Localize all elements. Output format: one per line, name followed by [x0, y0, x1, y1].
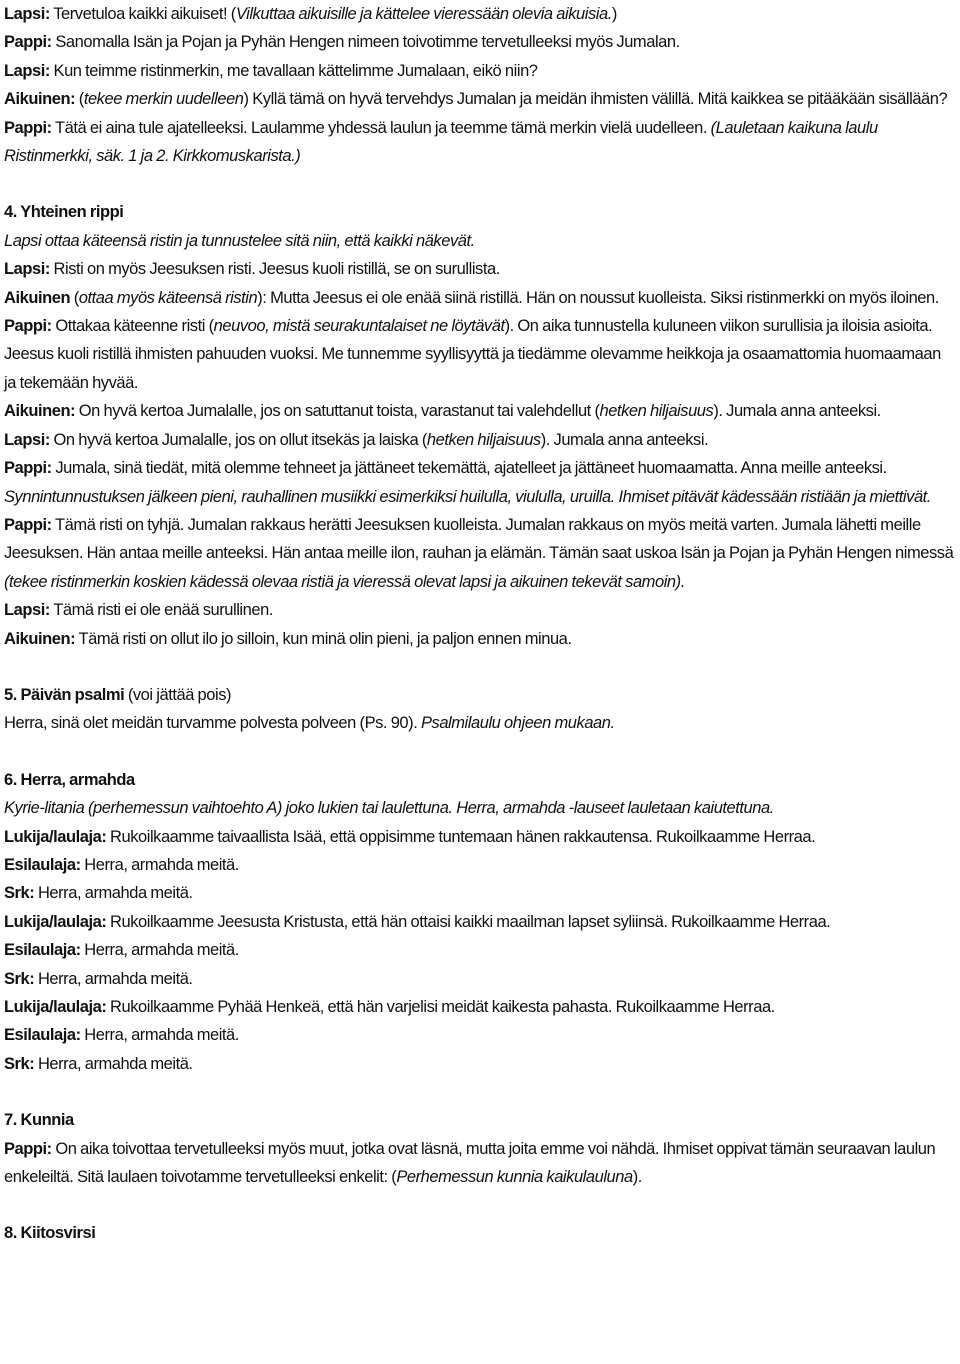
bold-text: 6. Herra, armahda	[4, 770, 135, 789]
paragraph-gap	[4, 738, 956, 766]
bold-text: Lapsi:	[4, 601, 50, 620]
text-run: Herra, sinä olet meidän turvamme polvesta polveen (Ps. 90).	[4, 714, 421, 733]
bold-text: Lapsi:	[4, 5, 50, 23]
paragraph	[4, 426, 956, 454]
bold-text: Lapsi:	[4, 260, 50, 279]
bold-text: 7. Kunnia	[4, 1111, 74, 1130]
paragraph	[4, 1106, 956, 1134]
text-run: ). Jumala anna anteeksi.	[713, 402, 881, 421]
bold-text: Pappi:	[4, 118, 52, 137]
text-run: Herra, armahda meitä.	[80, 941, 239, 960]
text-run: Herra, armahda meitä.	[80, 1026, 239, 1045]
paragraph-gap	[4, 1191, 956, 1219]
bold-text: Esilaulaja:	[4, 1026, 81, 1045]
paragraph	[4, 255, 956, 283]
paragraph	[4, 284, 956, 312]
text-run: Herra, armahda meitä.	[34, 884, 193, 903]
italic-text: Kyrie-litania (perhemessun vaihtoehto A) joko lukien tai laulettuna. Herra, armahda -lauseet lauletaan kaiutettuna.	[4, 799, 774, 818]
bold-text: Pappi:	[4, 459, 52, 478]
paragraph	[4, 794, 956, 822]
bold-text: Pappi:	[4, 33, 52, 52]
text-run: Tämä risti on ollut ilo jo silloin, kun minä olin pieni, ja paljon ennen minua.	[75, 629, 572, 648]
text-run: ) Kyllä tämä on hyvä tervehdys Jumalan ja meidän ihmisten välillä. Mitä kaikkea se pitääkään sisällään?	[243, 90, 948, 109]
paragraph	[4, 227, 956, 255]
document-body	[4, 0, 956, 1248]
italic-text: Vilkuttaa aikuisille ja kättelee vieressään olevia aikuisia.	[235, 5, 612, 23]
paragraph	[4, 511, 956, 596]
paragraph	[4, 681, 956, 709]
text-run: Herra, armahda meitä.	[80, 855, 239, 874]
bold-text: 8. Kiitosvirsi	[4, 1224, 96, 1243]
paragraph	[4, 965, 956, 993]
text-run: Kun teimme ristinmerkin, me tavallaan kättelimme Jumalaan, eikö niin?	[49, 61, 538, 80]
italic-text: hetken hiljaisuus	[599, 402, 714, 421]
paragraph	[4, 596, 956, 624]
text-run: Rukoilkaamme Jeesusta Kristusta, että hän ottaisi kaikki maailman lapset syliinsä. Rukoilkaamme Herraa.	[106, 912, 831, 931]
bold-text: Esilaulaja:	[4, 941, 81, 960]
bold-text: Aikuinen:	[4, 629, 76, 648]
paragraph	[4, 766, 956, 794]
bold-text: Srk:	[4, 1054, 35, 1073]
paragraph	[4, 1021, 956, 1049]
italic-text: (tekee ristinmerkin koskien kädessä olevaa ristiä ja vieressä olevat lapsi ja aikuinen tekevät samoin).	[4, 572, 685, 591]
text-run: Rukoilkaamme Pyhää Henkeä, että hän varjelisi meidät kaikesta pahasta. Rukoilkaamme Herraa.	[106, 998, 775, 1016]
paragraph	[4, 483, 956, 511]
paragraph	[4, 114, 956, 171]
italic-text: tekee merkin uudelleen	[83, 90, 244, 109]
text-run: Tämä risti on tyhjä. Jumalan rakkaus herätti Jeesuksen kuolleista. Jumalan rakkaus on myös meitä varten. Jumala lähetti meille Jeesuksen. Hän antaa meille anteeksi. Hän antaa meille ilon, rauhan ja elämän. Tämän saat uskoa Isän ja Pojan ja Pyhän Hengen nimessä	[4, 515, 954, 563]
bold-text: Lukija/laulaja:	[4, 998, 107, 1016]
paragraph	[4, 312, 956, 397]
paragraph	[4, 851, 956, 879]
text-run: Tervetuloa kaikki aikuiset! (	[49, 5, 236, 23]
bold-text: Lukija/laulaja:	[4, 912, 107, 931]
text-run: (	[70, 288, 79, 307]
paragraph	[4, 908, 956, 936]
bold-text: Esilaulaja:	[4, 855, 81, 874]
italic-text: Lapsi ottaa käteensä ristin ja tunnustelee sitä niin, että kaikki näkevät.	[4, 231, 475, 250]
italic-text: Perhemessun kunnia kaikulauluna	[396, 1168, 633, 1187]
bold-text: Srk:	[4, 969, 35, 988]
paragraph	[4, 709, 956, 737]
italic-text: (Lauletaan kaikuna laulu Ristinmerkki, säk. 1 ja 2. Kirkkomuskarista.)	[4, 118, 878, 166]
text-run: On hyvä kertoa Jumalalle, jos on ollut itsekäs ja laiska (	[49, 430, 427, 449]
bold-text: 4. Yhteinen rippi	[4, 203, 124, 222]
bold-text: Pappi:	[4, 317, 52, 336]
text-run: Herra, armahda meitä.	[34, 969, 193, 988]
bold-text: Aikuinen:	[4, 90, 76, 109]
paragraph	[4, 879, 956, 907]
text-run: ).	[632, 1168, 642, 1187]
text-run: Tämä risti ei ole enää surullinen.	[49, 601, 273, 620]
paragraph-gap	[4, 1078, 956, 1106]
paragraph	[4, 823, 956, 851]
paragraph-gap	[4, 170, 956, 198]
bold-text: Lapsi:	[4, 430, 50, 449]
bold-text: 5. Päivän psalmi	[4, 685, 125, 704]
bold-text: Aikuinen	[4, 288, 71, 307]
paragraph	[4, 28, 956, 56]
paragraph	[4, 454, 956, 482]
paragraph-gap	[4, 653, 956, 681]
bold-text: Pappi:	[4, 515, 52, 534]
italic-text: Synnintunnustuksen jälkeen pieni, rauhallinen musiikki esimerkiksi huilulla, viululla, uruilla. Ihmiset pitävät kädessään ristiään ja miettivät.	[4, 487, 931, 506]
text-run: Sanomalla Isän ja Pojan ja Pyhän Hengen nimeen toivotimme tervetulleeksi myös Jumalan.	[51, 33, 680, 52]
text-run: Rukoilkaamme taivaallista Isää, että oppisimme tuntemaan hänen rakkautensa. Rukoilkaamme Herraa.	[106, 827, 816, 846]
italic-text: ottaa myös käteensä ristin	[78, 288, 258, 307]
paragraph	[4, 936, 956, 964]
bold-text: Lukija/laulaja:	[4, 827, 107, 846]
text-run: ). Jumala anna anteeksi.	[540, 430, 709, 449]
italic-text: neuvoo, mistä seurakuntalaiset ne löytävät	[213, 317, 505, 336]
bold-text: Pappi:	[4, 1139, 52, 1158]
bold-text: Aikuinen:	[4, 402, 76, 421]
text-run: (	[75, 90, 84, 109]
paragraph	[4, 625, 956, 653]
paragraph	[4, 1135, 956, 1192]
text-run: ): Mutta Jeesus ei ole enää siinä ristillä. Hän on noussut kuolleista. Siksi ristinmerkki on myös iloinen.	[257, 288, 939, 307]
text-run: On aika toivottaa tervetulleeksi myös muut, jotka ovat läsnä, mutta joita emme voi nähdä. Ihmiset oppivat tämän seuraavan laulun enkeleiltä. Sitä laulaen toivotamme tervetulleeksi enkelit: (	[4, 1139, 936, 1187]
text-run: Risti on myös Jeesuksen risti. Jeesus kuoli ristillä, se on surullista.	[49, 260, 500, 279]
italic-text: hetken hiljaisuus	[426, 430, 541, 449]
paragraph	[4, 397, 956, 425]
bold-text: Srk:	[4, 884, 35, 903]
paragraph	[4, 85, 956, 113]
text-run: Jumala, sinä tiedät, mitä olemme tehneet ja jättäneet tekemättä, ajatelleet ja jättäneet huomaamatta. Anna meille anteeksi.	[51, 459, 887, 478]
text-run: Tätä ei aina tule ajatelleeksi. Laulamme yhdessä laulun ja teemme tämä merkin vielä uudelleen.	[51, 118, 711, 137]
paragraph	[4, 198, 956, 226]
paragraph	[4, 1050, 956, 1078]
paragraph	[4, 993, 956, 1021]
text-run: (voi jättää pois)	[124, 685, 232, 704]
paragraph	[4, 1219, 956, 1247]
italic-text: Psalmilaulu ohjeen mukaan.	[420, 714, 615, 733]
text-run: )	[611, 5, 617, 23]
text-run: On hyvä kertoa Jumalalle, jos on satuttanut toista, varastanut tai valehdellut (	[75, 402, 600, 421]
bold-text: Lapsi:	[4, 61, 50, 80]
paragraph	[4, 57, 956, 85]
text-run: ). On aika tunnustella kuluneen viikon surullisia ja iloisia asioita. Jeesus kuoli ristillä ihmisten pahuuden vuoksi. Me tunnemme syyllisyyttä ja tiedämme olevamme heikkoja ja osaamattomia huomaamaan ja tekemään hyvää.	[4, 317, 941, 392]
text-run: Herra, armahda meitä.	[34, 1054, 193, 1073]
paragraph	[4, 0, 956, 28]
text-run: Ottakaa käteenne risti (	[51, 317, 214, 336]
